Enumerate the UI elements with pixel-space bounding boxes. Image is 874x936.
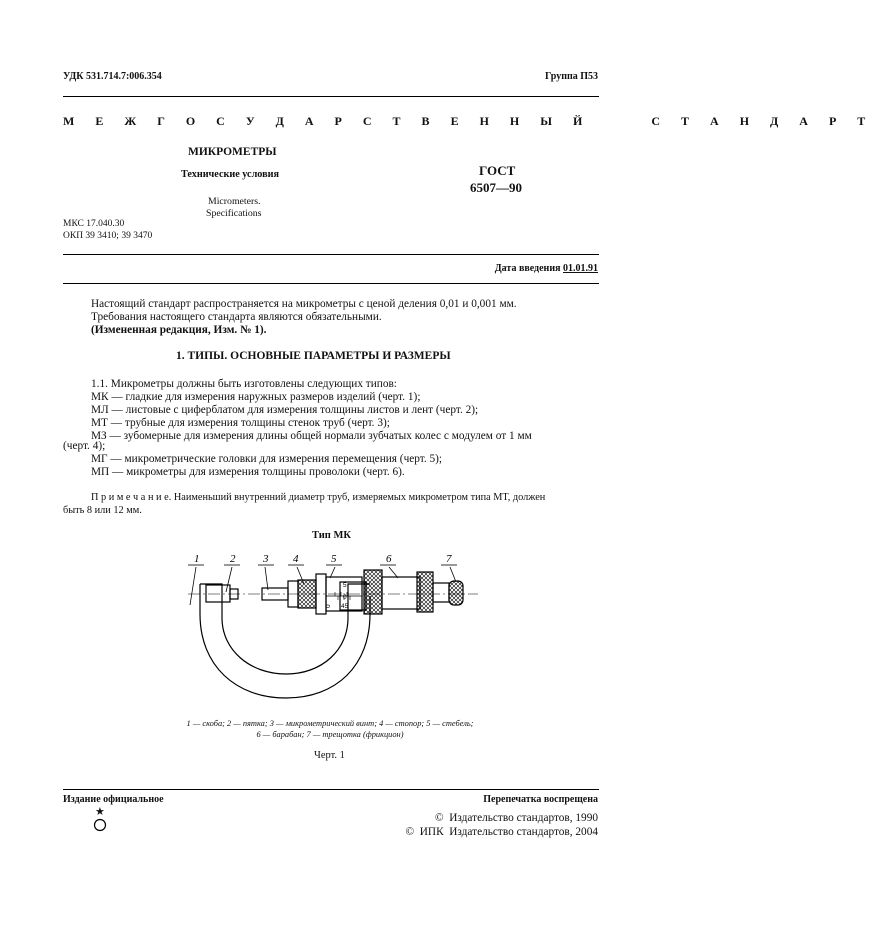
- anvil: [206, 585, 230, 602]
- callout-4: 4: [293, 553, 299, 565]
- section-heading: 1. ТИПЫ. ОСНОВНЫЕ ПАРАМЕТРЫ И РАЗМЕРЫ: [176, 350, 451, 362]
- top-rule: [63, 96, 599, 97]
- standard-title: МИКРОМЕТРЫ: [188, 146, 277, 158]
- official-edition: Издание официальное: [63, 794, 164, 805]
- thimble: [382, 577, 420, 609]
- figure-caption-line1: 1 — скоба; 2 — пятка; 3 — микрометрический винт; 4 — стопор; 5 — стебель;: [186, 719, 474, 728]
- copyright-1990: © Издательство стандартов, 1990: [435, 812, 598, 824]
- gost-label: ГОСТ: [479, 163, 516, 178]
- footer-rule: [63, 789, 599, 790]
- date-rule: [63, 283, 599, 284]
- figure-label: Черт. 1: [314, 750, 345, 761]
- intro-date: [495, 263, 598, 274]
- english-title-line2: Specifications: [206, 208, 262, 219]
- reprint-prohibited: Перепечатка воспрещена: [483, 794, 598, 805]
- standard-subtitle: Технические условия: [181, 169, 280, 180]
- type-mz-line2: (черт. 4);: [63, 440, 106, 452]
- type-mz-line1: МЗ — зубомерные для измерения длины общей нормали зубчатых колес с модулем от 1 мм: [91, 430, 532, 442]
- intro-date-value: 01.01.91: [563, 263, 598, 274]
- title-rule: [63, 254, 599, 255]
- callout-2: 2: [230, 553, 236, 565]
- note-label: П р и м е ч а н и е.: [91, 492, 172, 503]
- star-icon: ★: [95, 806, 105, 818]
- copyright-2004: © ИПК Издательство стандартов, 2004: [405, 826, 598, 838]
- thimble-knurl-2: [417, 572, 433, 612]
- scale-45: 45: [341, 603, 349, 610]
- note-line2: быть 8 или 12 мм.: [63, 505, 142, 516]
- intro-line2: Требования настоящего стандарта являются обязательными.: [91, 311, 382, 323]
- micrometer-drawing: [160, 548, 500, 718]
- type-mk: МК — гладкие для измерения наружных размеров изделий (черт. 1);: [91, 391, 421, 403]
- frame-outer: [200, 584, 370, 698]
- figure-caption-line2: 6 — барабан; 7 — трещотка (фрикцион): [256, 730, 404, 739]
- thimble-knurl-1: [364, 570, 382, 614]
- english-title-line1: Micrometers.: [208, 196, 261, 207]
- intro-amendment: (Измененная редакция, Изм. № 1).: [91, 324, 267, 336]
- ratchet: [449, 581, 463, 605]
- intro-line1: Настоящий стандарт распространяется на микрометры с ценой деления 0,01 и 0,001 мм.: [91, 298, 517, 310]
- intro-date-label: Дата введения: [494, 263, 561, 274]
- mks-code: МКС 17.040.30: [63, 219, 125, 229]
- type-ml: МЛ — листовые с циферблатом для измерения толщины листов и лент (черт. 2);: [91, 404, 479, 416]
- callout-6: 6: [386, 553, 392, 565]
- interstate-standard-banner: М Е Ж Г О С У Д А Р С Т В Е Н Н Ы Й С Т А Н Д А Р Т: [63, 114, 874, 128]
- gost-number: 6507—90: [470, 180, 522, 195]
- circle-icon: [93, 818, 107, 832]
- type-mg: МГ — микрометрические головки для измерения перемещения (черт. 5);: [91, 453, 443, 465]
- type-mp: МП — микрометры для измерения толщины проволоки (черт. 6).: [91, 466, 405, 478]
- para-1-1: 1.1. Микрометры должны быть изготовлены следующих типов:: [91, 378, 397, 390]
- scale-side-0: 0: [325, 604, 332, 608]
- note-text: Наименьший внутренний диаметр труб, измеряемых микрометром типа МТ, должен: [171, 492, 546, 503]
- udk-code: УДК 531.714.7:006.354: [63, 71, 162, 82]
- callout-1: 1: [194, 553, 200, 565]
- scale-5: 5: [343, 582, 347, 589]
- note-line1: [91, 492, 545, 503]
- callout-7: 7: [446, 553, 452, 565]
- figure-title: Тип МК: [312, 530, 351, 541]
- group-code: Группа П53: [545, 71, 598, 82]
- type-mt: МТ — трубные для измерения толщины стенок труб (черт. 3);: [91, 417, 390, 429]
- callout-5: 5: [331, 553, 337, 565]
- okp-code: ОКП 39 3410; 39 3470: [63, 231, 153, 241]
- callout-3: 3: [263, 553, 269, 565]
- scale-0: 0: [343, 594, 347, 601]
